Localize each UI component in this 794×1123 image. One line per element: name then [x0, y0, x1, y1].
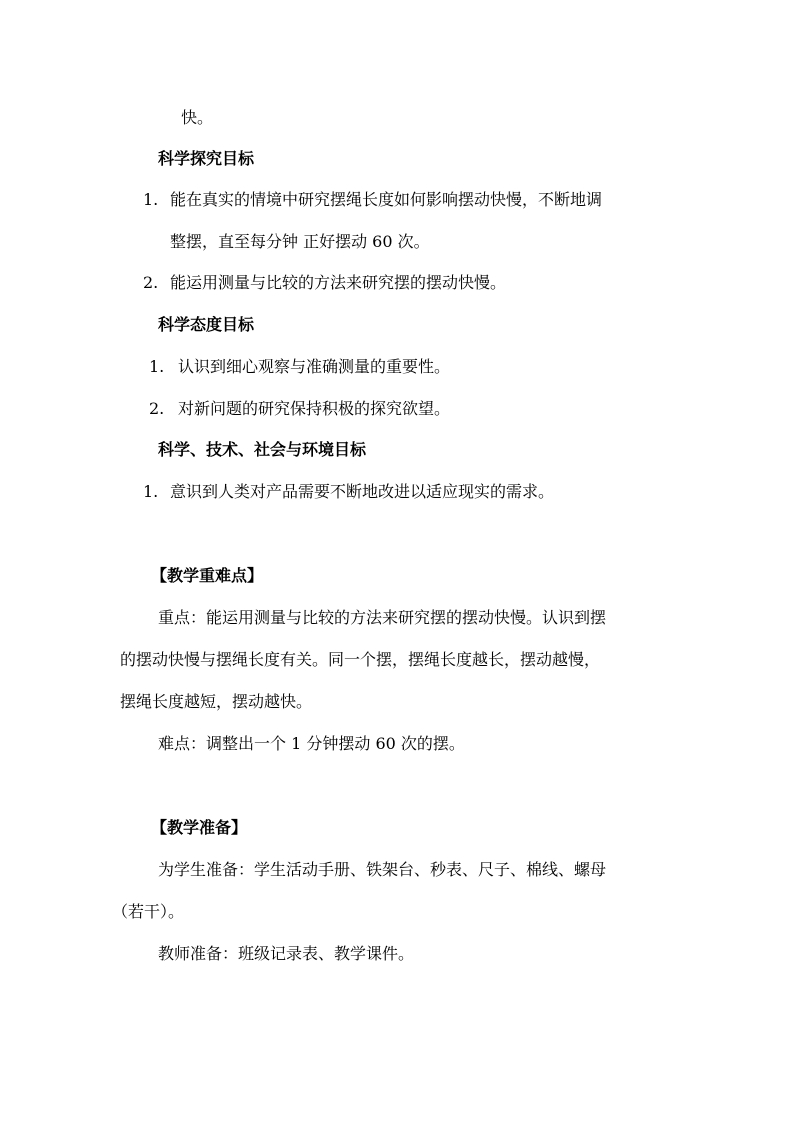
focus-paragraph-line: 重点：能运用测量与比较的方法来研究摆的摆动快慢。认识到摆 [158, 608, 607, 627]
science-attitude-heading: 科学态度目标 [158, 315, 255, 334]
focus-paragraph-line: 摆绳长度越短，摆动越快。 [120, 692, 313, 711]
list-item: 对新问题的研究保持积极的探究欲望。 [178, 399, 451, 418]
key-points-heading: 【教学重难点】 [151, 566, 264, 585]
science-inquiry-heading: 科学探究目标 [158, 149, 255, 168]
list-item-number: 2. [143, 273, 159, 292]
list-item: 能运用测量与比较的方法来研究摆的摆动快慢。 [170, 273, 507, 292]
list-item-number: 1. [149, 357, 165, 376]
list-item-number: 1. [143, 190, 159, 209]
list-item-number: 2. [149, 399, 165, 418]
student-preparation-line: 为学生准备：学生活动手册、铁架台、秒表、尺子、棉线、螺母 [158, 860, 607, 879]
student-preparation-line: （若干）。 [112, 902, 185, 921]
list-item-number: 1. [143, 482, 159, 501]
sts-heading: 科学、技术、社会与环境目标 [158, 440, 367, 459]
list-item: 认识到细心观察与准确测量的重要性。 [178, 357, 451, 376]
difficulty-paragraph: 难点：调整出一个 1 分钟摆动 60 次的摆。 [158, 734, 465, 753]
list-item: 能在真实的情境中研究摆绳长度如何影响摆动快慢，不断地调 [170, 190, 603, 209]
continuation-text: 快。 [181, 108, 214, 127]
teacher-preparation-paragraph: 教师准备：班级记录表、教学课件。 [158, 944, 415, 963]
list-item: 意识到人类对产品需要不断地改进以适应现实的需求。 [170, 482, 555, 501]
preparation-heading: 【教学准备】 [151, 818, 248, 837]
focus-paragraph-line: 的摆动快慢与摆绳长度有关。同一个摆，摆绳长度越长，摆动越慢， [120, 650, 601, 669]
list-item-continuation: 整摆，直至每分钟 正好摆动 60 次。 [170, 232, 430, 251]
